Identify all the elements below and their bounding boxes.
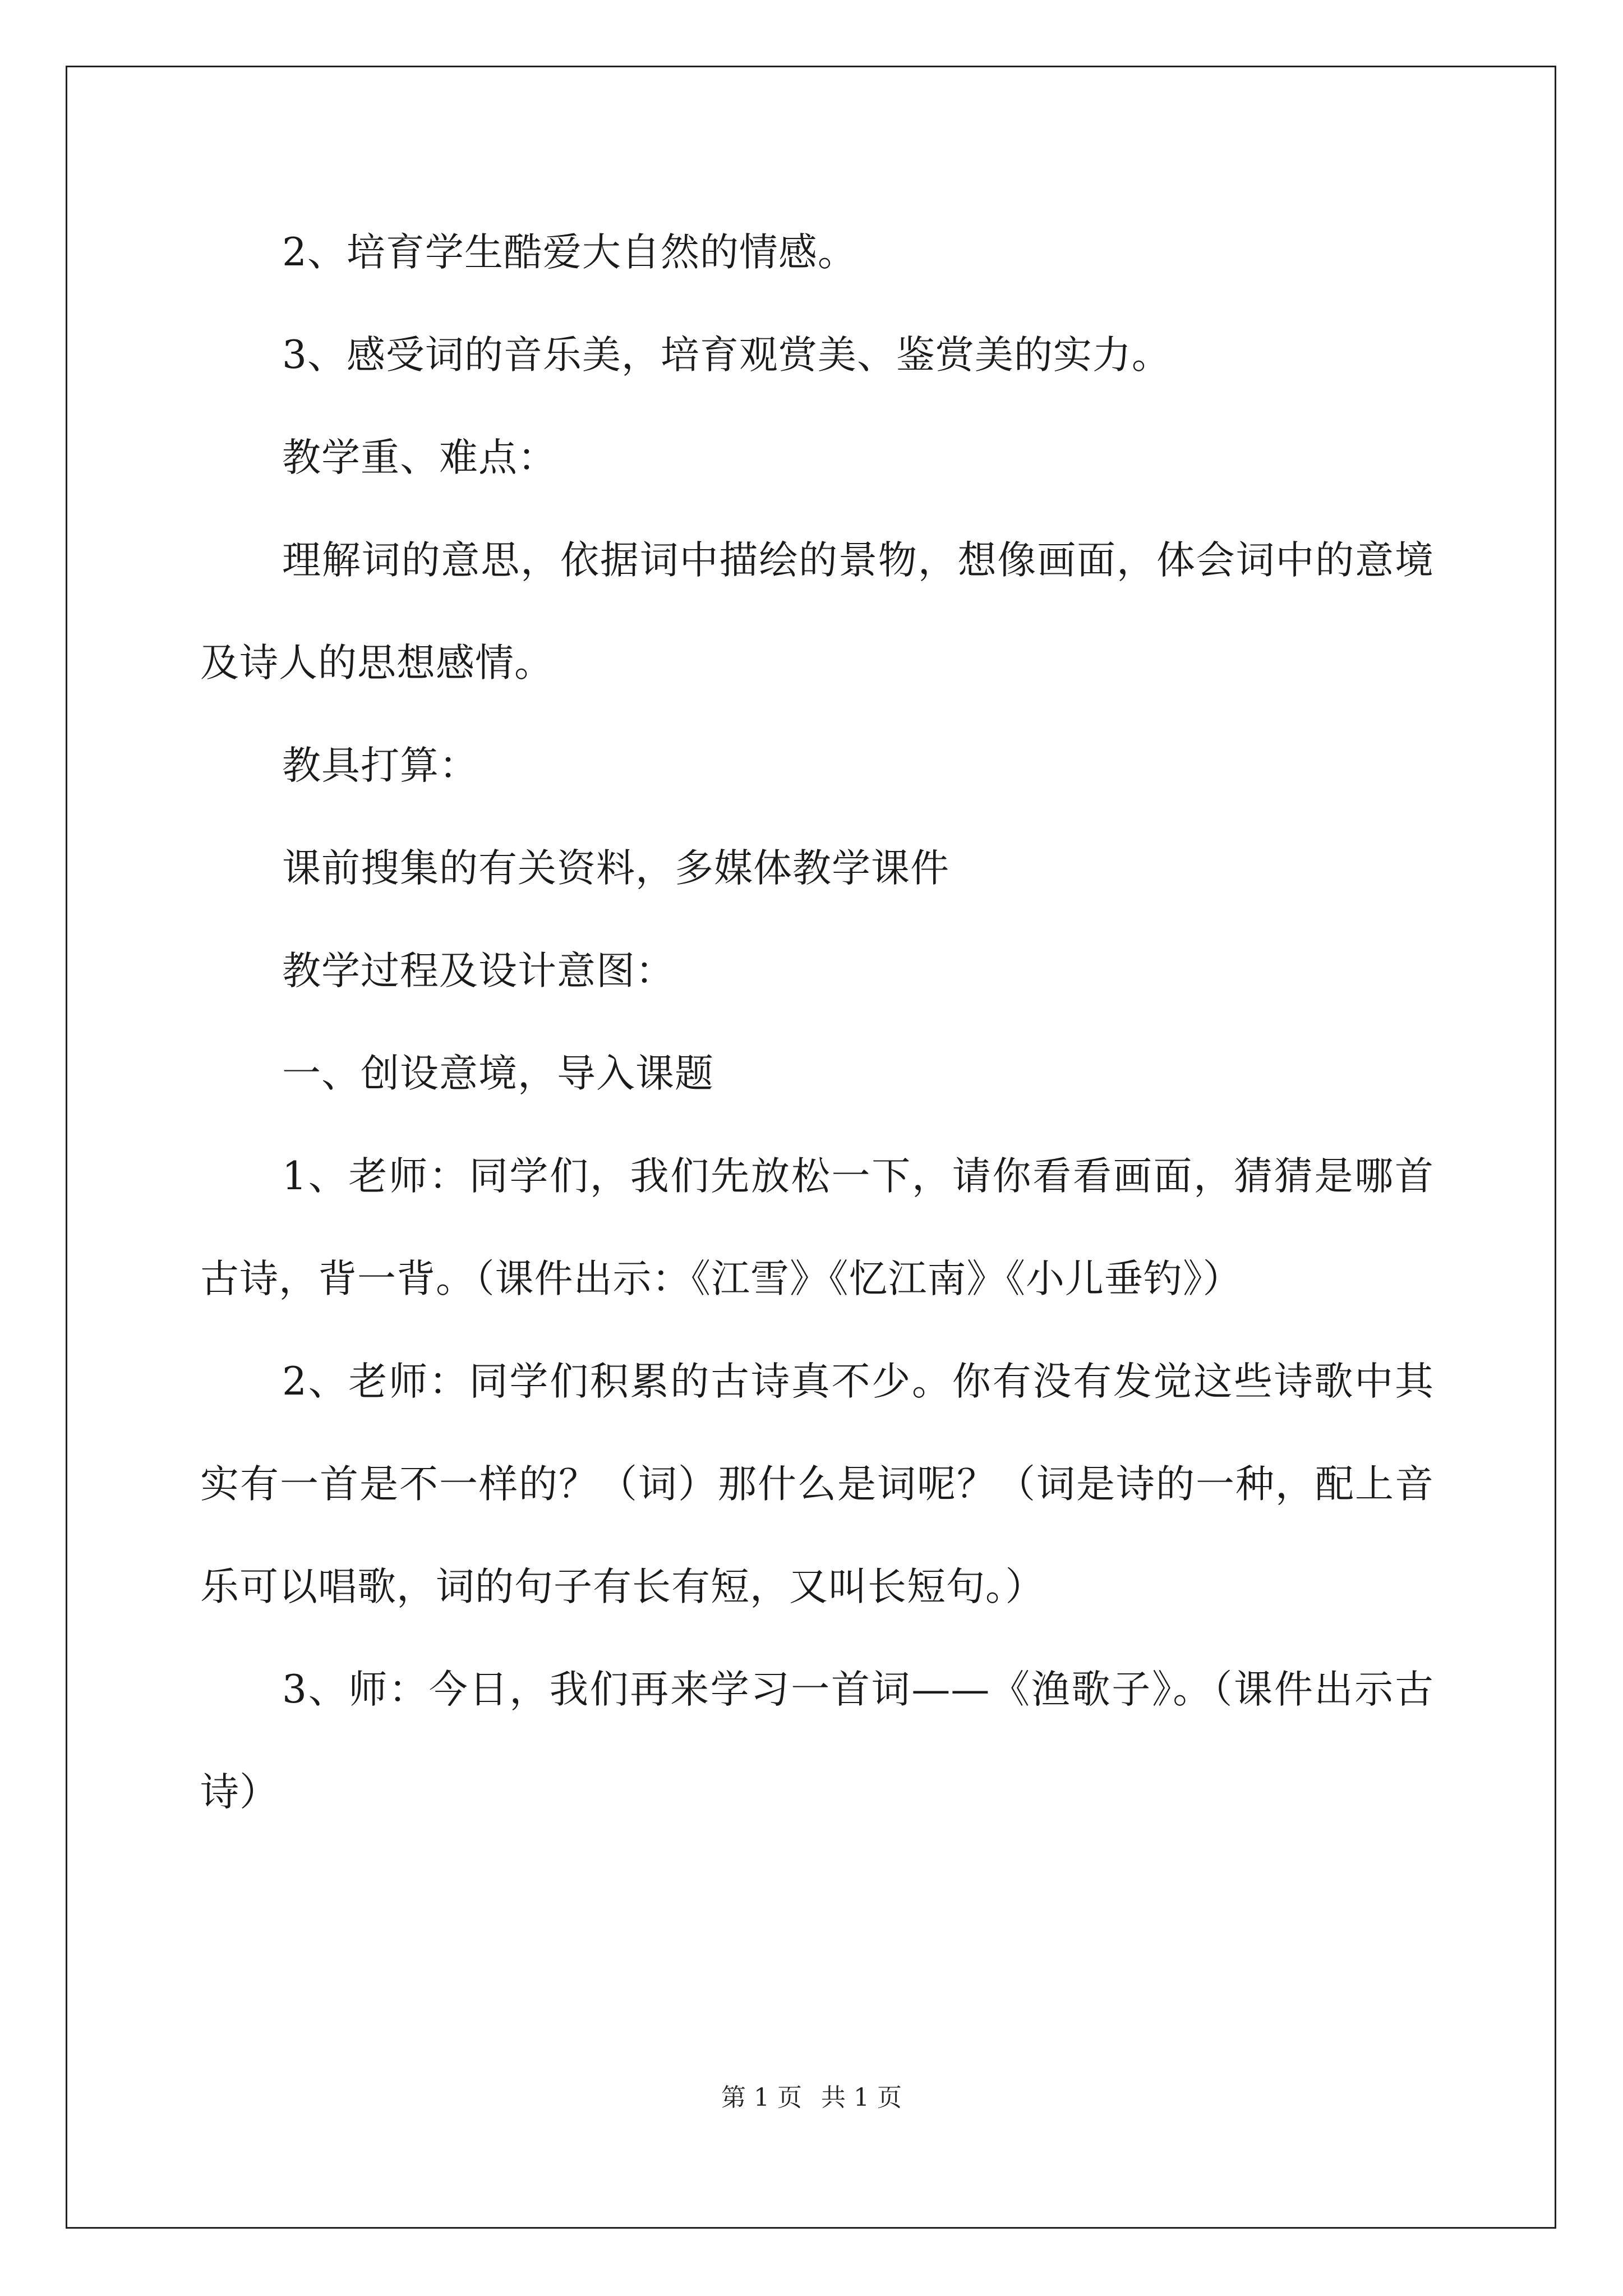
page-footer: [0, 2081, 1623, 2115]
page-number: 第 1 页: [721, 2083, 802, 2112]
paragraph-key-points: 理解词的意思，依据词中描绘的景物，想像画面，体会词中的意境及诗人的思想感情。: [200, 538, 1434, 685]
heading-section-1: 一、创设意境，导入课题: [282, 1051, 714, 1096]
paragraph-objective-2: 2、培育学生酷爱大自然的情感。: [282, 230, 857, 275]
heading-teaching-process: 教学过程及设计意图：: [282, 949, 675, 993]
page-total: 共 1 页: [821, 2083, 902, 2112]
heading-teaching-aids: 教具打算：: [282, 743, 478, 788]
heading-key-points: 教学重、难点：: [282, 435, 557, 480]
paragraph-teaching-aids: 课前搜集的有关资料，多媒体教学课件: [282, 846, 949, 891]
paragraph-step-3: 3、师：今日，我们再来学习一首词——《渔歌子》。（课件出示古诗）: [200, 1667, 1434, 1815]
paragraph-step-2: 2、老师：同学们积累的古诗真不少。你有没有发觉这些诗歌中其实有一首是不一样的？（词）那什么是词呢？（词是诗的一种，配上音乐可以唱歌，词的句子有长有短，又叫长短句。）: [200, 1359, 1434, 1609]
paragraph-objective-3: 3、感受词的音乐美，培育观赏美、鉴赏美的实力。: [282, 333, 1171, 378]
paragraph-step-1: 1、老师：同学们，我们先放松一下，请你看看画面，猜猜是哪首古诗，背一背。（课件出示：《江雪》《忆江南》《小儿垂钓》）: [200, 1154, 1434, 1301]
